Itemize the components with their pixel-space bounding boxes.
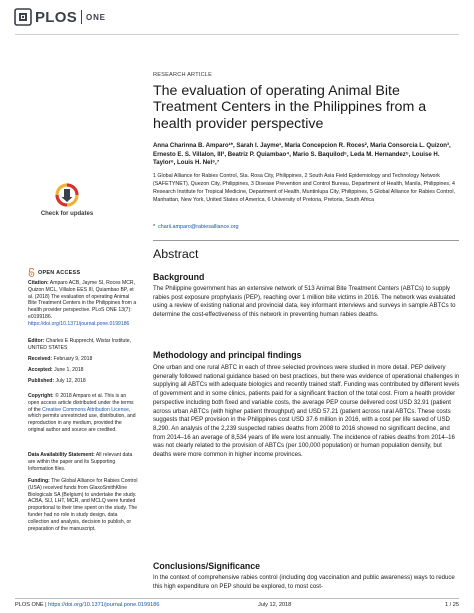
background-text: The Philippine government has an extensive network of 513 Animal Bite Treatment Centers (ABTCs) to supply rabies post exposure prophylaxis (PEP), reaching over 1 million bite victims in 2016. The network was evaluated using a review of existing national and provincial data, key informant interviews and surveys in sample ABTCs to determine the cost-effectiveness of this network in preventing human rabies deaths.: [153, 285, 456, 319]
conclusions-heading: Conclusions/Significance: [153, 561, 261, 571]
open-lock-icon: [28, 268, 35, 277]
check-updates-icon: [55, 183, 79, 207]
plos-logo-icon: [14, 8, 32, 26]
check-updates-label: Check for updates: [40, 211, 94, 217]
abstract-divider: [153, 240, 459, 241]
plos-one-logo: [14, 8, 106, 26]
received-date: February 9, 2018: [53, 356, 93, 362]
methods-heading: Methodology and principal findings: [153, 350, 302, 360]
publisher-name: PLOS: [35, 8, 78, 26]
footer-journal: PLOS ONE |: [15, 602, 47, 608]
funding-label: Funding:: [28, 478, 50, 484]
published-date: July 12, 2018: [55, 378, 86, 384]
page-number: 1 / 25: [445, 602, 459, 608]
license-link[interactable]: Creative Commons Attribution License: [42, 406, 129, 413]
editor-block: [28, 338, 138, 352]
copyright-label: Copyright:: [28, 393, 54, 399]
citation-block: [28, 280, 138, 328]
editor-label: Editor:: [28, 338, 45, 344]
received-block: [28, 356, 138, 363]
citation-text: Amparo ACB, Jayme SI, Roces MCR, Quizon MCL, Villalon EES III, Quiambao BP, et al. (2018) The evaluation of operating Animal Bite Treatment Centers in the Philippines from a health provider perspective. PLoS ONE 13(7): e0199186.: [28, 280, 137, 320]
received-label: Received:: [28, 356, 53, 362]
header-divider: [15, 34, 459, 35]
footer-divider: [15, 598, 459, 599]
accepted-date: June 1, 2018: [54, 367, 84, 373]
copyright-block: [28, 393, 138, 434]
footer-date: July 12, 2018: [258, 602, 292, 608]
published-label: Published:: [28, 378, 55, 384]
editor-text: Charles E Rupprecht, Wistar Institute, UNITED STATES: [28, 338, 132, 351]
methods-text: One urban and one rural ABTC in each of three selected provinces were studied in more detail. PEP delivery generally followed national guidance based on best practices, but there was evidence of operational challenges in supplying all ABTCs with adequate biologics and recently trained staff. Funding was contributed by different levels of government and in some clinics, patients paid for a significant fraction of the total cost. From a health provider perspective including both fixed and variable costs, the average PEP course delivered cost USD 32.91 (patient across urban ABTCs (with higher patient throughput) and USD 57.21 (patient across rural ABTCs. These costs suggests that PEP provision in the Philippines cost USD 37.6 million in 2016, with a cost per life saved of USD 8,290. An analysis of the 2,239 suspected rabies deaths from 2008 to 2016 showed no significant decline, and from 2014–16 an average of 8,534 years of life were lost annually. The incidence of rabies deaths from 2014–16 was not clearly related to the provision of ABTCs (per 100,000 population) or human population density, but deaths were more common in higher income provinces.: [153, 364, 460, 459]
check-for-updates-badge[interactable]: [40, 183, 94, 231]
email-link[interactable]: charii.amparo@rabiesalliance.org: [158, 224, 239, 230]
citation-doi-link[interactable]: https://doi.org/10.1371/journal.pone.0199186: [28, 320, 130, 327]
data-availability-label: Data Availability Statement:: [28, 452, 95, 458]
funding-text: The Global Alliance for Rabies Control (USA) received funds from GlaxoSmithKline Biologicals SA (Belgium) to undertake the study. ACBA, SIJ, LHT, MCR, and MCLQ were funded proportional to their time spent on the study. The funder had no role in study design, data collection and analysis, decision to publish, or preparation of the manuscript.: [28, 478, 138, 532]
footer-citation: [15, 602, 160, 608]
accepted-block: [28, 367, 138, 374]
article-type: RESEARCH ARTICLE: [153, 72, 213, 78]
conclusions-text: In the context of comprehensive rabies control (including dog vaccination and public awareness) ways to reduce this high expenditure on PEP should be explored, to most cost-: [153, 574, 455, 590]
author-list: Anna Charinna B. Amparo¹*, Sarah I. Jayme¹, Maria Concepcion R. Roces², Maria Consorcia L. Quizon³, Ernesto E. S. Villalon, III³, Beatriz P. Quiambao⁴, Mario S. Baquilod⁵, Leda M. Hernandez⁵, Louise H. Taylor⁶, Louis H. Nel⁶,⁷: [153, 142, 451, 167]
copyright-text-cont: , which permits unrestricted use, distribution, and reproduction in any medium, provided the original author and source are credited.: [28, 406, 136, 433]
abstract-heading: Abstract: [153, 247, 199, 261]
copyright-text: © 2018 Amparo et al. This is an open access article distributed under the terms of the: [28, 393, 134, 413]
article-title: The evaluation of operating Animal Bite Treatment Centers in the Philippines from a health provider perspective: [153, 83, 427, 132]
logo-divider: [81, 10, 82, 24]
background-heading: Background: [153, 272, 205, 282]
journal-name: ONE: [86, 12, 106, 22]
citation-label: Citation:: [28, 280, 49, 286]
accepted-label: Accepted:: [28, 367, 53, 373]
open-access-badge: [28, 268, 80, 277]
funding-block: [28, 478, 138, 532]
open-access-label: OPEN ACCESS: [38, 269, 81, 276]
corresponding-email: [153, 224, 239, 230]
data-availability-text: All relevant data are within the paper and its Supporting Information files.: [28, 452, 133, 472]
footer-doi-link[interactable]: https://doi.org/10.1371/journal.pone.0199186: [48, 602, 160, 608]
data-availability-block: [28, 452, 138, 472]
email-marker: *: [153, 224, 156, 230]
affiliations: 1 Global Alliance for Rabies Control, Sta. Rosa City, Philippines, 2 South Asia Field Epidemiology and Technology Network (SAFETYNET), Quezon City, Philippines, 3 Disease Prevention and Control Bureau, Department of Health, Manila, Philippines, 4 Research Institute for Tropical Medicine, Department of Health, Muntinlupa City, Philippines, 5 Global Alliance for Rabies Control, Manhattan, New York, United States of America, 6 University of Pretoria, Pretoria, South Africa: [153, 173, 455, 203]
published-block: [28, 378, 138, 385]
